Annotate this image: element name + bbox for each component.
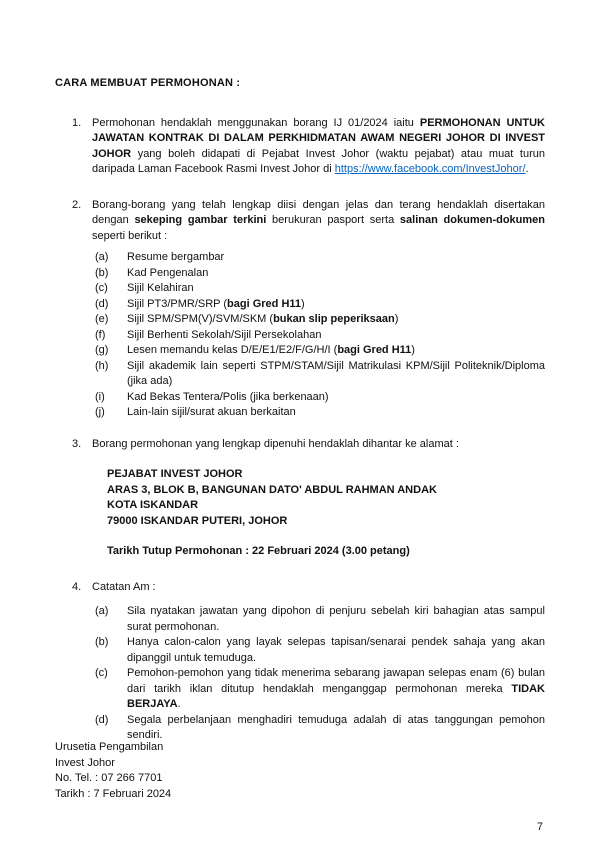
sub-label: (b) [95, 636, 109, 648]
note-item-a [92, 604, 545, 635]
sub-text: Segala perbelanjaan menghadiri temuduga adalah di atas tanggungan pemohon sendiri. [127, 713, 545, 741]
list-number: 1. [72, 116, 82, 129]
bold-segment: salinan dokumen-dokumen [399, 214, 546, 226]
closing-date: Tarikh Tutup Permohonan : 22 Februari 2024 (3.00 petang) [107, 545, 410, 557]
general-notes-list [92, 604, 545, 744]
address-line: 79000 ISKANDAR PUTERI, JOHOR [107, 514, 288, 527]
document-checklist [92, 250, 545, 421]
sub-label: (d) [95, 297, 109, 310]
sub-text: Sila nyatakan jawatan yang dipohon di penjuru sebelah kiri bahagian atas sampul surat permohonan. [127, 605, 545, 633]
list-number: 2. [72, 198, 82, 211]
note-item-d [92, 713, 545, 744]
sub-label: (g) [95, 344, 109, 356]
sub-text: Sijil SPM/SPM(V)/SVM/SKM (bukan slip peperiksaan) [127, 313, 399, 325]
sub-text: Sijil akademik lain seperti STPM/STAM/Sijil Matrikulasi KPM/Sijil Politeknik/Diploma (jika ada) [127, 359, 545, 387]
sub-label: (j) [95, 406, 105, 418]
signature-block [55, 740, 171, 802]
checklist-item-g [92, 343, 545, 359]
sub-label: (a) [95, 605, 109, 617]
sub-text: Kad Bekas Tentera/Polis (jika berkenaan) [127, 390, 329, 403]
sub-label: (f) [95, 328, 106, 341]
list-item-3-text [92, 437, 545, 560]
page-number: 7 [536, 821, 543, 833]
list-item-1 [55, 116, 545, 178]
text-segment: yang boleh didapati di Pejabat Invest Johor (waktu pejabat) atau muat turun daripada Laman Facebook Rasmi Invest Johor di [92, 147, 545, 175]
sub-label: (b) [95, 266, 109, 279]
address-line: ARAS 3, BLOK B, BANGUNAN DATO' ABDUL RAHMAN ANDAK [107, 483, 437, 496]
list-item-3 [55, 437, 545, 560]
mailing-address [107, 467, 545, 529]
sub-label: (i) [95, 390, 105, 403]
checklist-item-h [92, 359, 545, 390]
note-item-c [92, 666, 545, 713]
checklist-item-d [92, 297, 545, 313]
text-segment: Catatan Am : [92, 580, 156, 593]
sub-label: (h) [95, 359, 109, 372]
sub-text: Sijil Kelahiran [127, 282, 194, 294]
signature-line: Urusetia Pengambilan [55, 741, 164, 753]
sub-label: (a) [95, 251, 109, 263]
text-segment: seperti berikut : [92, 229, 168, 242]
sub-text: Resume bergambar [127, 251, 225, 263]
bold-segment: PERMOHONAN UNTUK JAWATAN KONTRAK DI DALAM PERKHIDMATAN AWAM NEGERI JOHOR DI INVEST JOHOR [92, 116, 545, 160]
list-item-2-text [92, 198, 545, 421]
signature-line: Tarikh : 7 Februari 2024 [55, 787, 172, 800]
checklist-item-i [92, 390, 545, 406]
sub-text: Hanya calon-calon yang layak selepas tapisan/senarai pendek sahaja yang akan dipanggil untuk temuduga. [127, 636, 545, 664]
sub-text: Kad Pengenalan [127, 266, 209, 279]
sub-label: (d) [95, 713, 109, 726]
sub-text: Lesen memandu kelas D/E/E1/E2/F/G/H/I (bagi Gred H11) [127, 344, 415, 356]
checklist-item-b [92, 266, 545, 282]
text-segment: berukuran pasport serta [266, 214, 400, 226]
sub-text: Sijil PT3/PMR/SRP (bagi Gred H11) [127, 297, 305, 310]
checklist-item-a [92, 250, 545, 266]
page-title: CARA MEMBUAT PERMOHONAN : [55, 77, 241, 89]
list-number: 4. [72, 580, 82, 593]
checklist-item-f [92, 328, 545, 344]
signature-line: No. Tel. : 07 266 7701 [55, 772, 163, 784]
text-segment: Borang-borang yang telah lengkap diisi dengan jelas dan terang hendaklah disertakan dengan [92, 198, 545, 226]
list-item-2 [55, 198, 545, 421]
sub-label: (c) [95, 667, 108, 679]
sub-label: (c) [95, 282, 108, 294]
checklist-item-j [92, 405, 545, 421]
bold-segment: sekeping gambar terkini [134, 214, 267, 226]
facebook-link[interactable]: https://www.facebook.com/InvestJohor/ [334, 163, 526, 175]
signature-line: Invest Johor [55, 756, 115, 769]
address-line: PEJABAT INVEST JOHOR [107, 468, 243, 480]
checklist-item-e [92, 312, 545, 328]
list-item-4-text [92, 580, 545, 744]
list-item-1-text [92, 116, 545, 178]
text-segment: Permohonan hendaklah menggunakan borang IJ 01/2024 iaitu [92, 116, 420, 129]
note-item-b [92, 635, 545, 666]
sub-label: (e) [95, 313, 109, 325]
sub-text: Pemohon-pemohon yang tidak menerima sebarang jawapan selepas enam (6) bulan dari tarikh iklan ditutup hendaklah menganggap permohonan mereka TIDAK BERJAYA. [127, 667, 545, 710]
sub-text: Sijil Berhenti Sekolah/Sijil Persekolahan [127, 328, 322, 341]
sub-text: Lain-lain sijil/surat akuan berkaitan [127, 406, 296, 418]
list-number: 3. [72, 437, 82, 450]
list-item-4 [55, 580, 545, 744]
text-segment: . [525, 163, 529, 175]
text-segment: Borang permohonan yang lengkap dipenuhi hendaklah dihantar ke alamat : [92, 437, 459, 450]
address-line: KOTA ISKANDAR [107, 499, 199, 511]
checklist-item-c [92, 281, 545, 297]
